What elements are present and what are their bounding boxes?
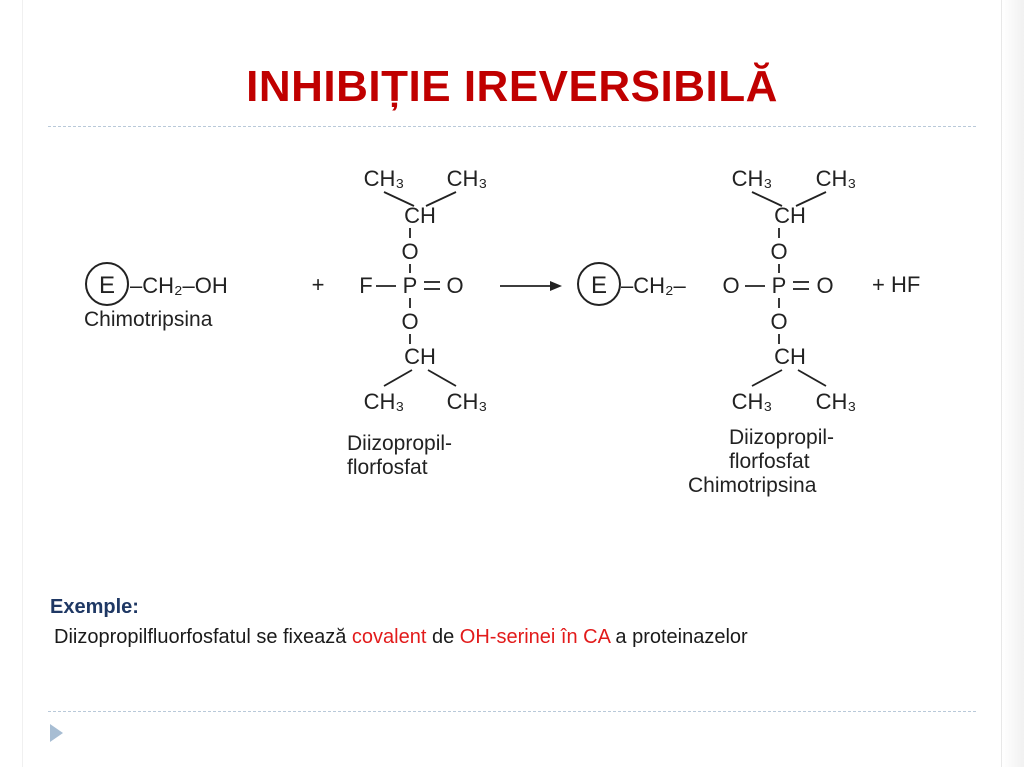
product-top-methyl-right: CH₃ [815, 166, 857, 191]
inhibitor-phosphorus: P [402, 273, 418, 298]
inhibitor-bottom-bond-left [384, 370, 412, 386]
product-bottom-ch: CH [774, 344, 806, 369]
product-bottom-bond-right [798, 370, 826, 386]
product-name-line-3: Chimotripsina [688, 474, 817, 497]
plus-sign: + [311, 272, 325, 297]
triangle-right-icon[interactable] [50, 724, 63, 742]
product-link-o: O [722, 273, 740, 298]
product-bottom-o: O [770, 309, 788, 334]
product-enzyme-label: E [590, 272, 608, 299]
examples-text-part-3: de [426, 626, 460, 648]
inhibitor-top-ch: CH [404, 203, 436, 228]
product-top-o: O [770, 239, 788, 264]
product-name-line-1: Diizopropil- [729, 426, 835, 449]
inhibitor-fluorine: F [359, 273, 373, 298]
footer-divider [48, 711, 976, 712]
examples-highlight-covalent: covalent [351, 626, 427, 648]
page-title: INHIBIȚIE IREVERSIBILĂ [246, 62, 778, 111]
examples-text [54, 626, 748, 649]
product-oxo: O [816, 273, 834, 298]
inhibitor-bottom-methyl-left: CH₃ [363, 389, 405, 414]
inhibitor-top-methyl-right: CH₃ [446, 166, 488, 191]
product-phosphorus: P [771, 273, 787, 298]
reactant-enzyme [84, 263, 228, 331]
inhibitor-name-line-2: florfosfat [347, 456, 428, 479]
reactant-name: Chimotripsina [84, 308, 213, 331]
inhibitor-bottom-o: O [401, 309, 419, 334]
product-structure [578, 166, 856, 497]
product-bottom-bond-left [752, 370, 782, 386]
reaction-arrow [500, 281, 562, 291]
enzyme-bond: –CH₂–OH [130, 273, 228, 298]
examples-heading: Exemple: [50, 596, 139, 618]
inhibitor-structure [347, 166, 487, 479]
product-top-methyl-left: CH₃ [731, 166, 773, 191]
inhibitor-bottom-ch: CH [404, 344, 436, 369]
examples-text-part-5: a proteinazelor [609, 626, 748, 648]
examples-text-part-1: Diizopropilfluorfosfatul se fixează [54, 626, 352, 648]
inhibitor-top-o: O [401, 239, 419, 264]
examples-highlight-oh-serine: OH-serinei în CA [459, 626, 610, 648]
byproduct-hf: + HF [872, 272, 921, 297]
inhibitor-bottom-bond-right [428, 370, 456, 386]
enzyme-label: E [98, 272, 116, 299]
product-name-line-2: florfosfat [729, 450, 810, 473]
inhibitor-oxo: O [446, 273, 464, 298]
inhibitor-name-line-1: Diizopropil- [347, 432, 453, 455]
product-bottom-methyl-right: CH₃ [815, 389, 857, 414]
inhibitor-top-methyl-left: CH₃ [363, 166, 405, 191]
product-bond: –CH₂– [621, 273, 686, 298]
inhibitor-bottom-methyl-right: CH₃ [446, 389, 488, 414]
product-bottom-methyl-left: CH₃ [731, 389, 773, 414]
product-top-ch: CH [774, 203, 806, 228]
